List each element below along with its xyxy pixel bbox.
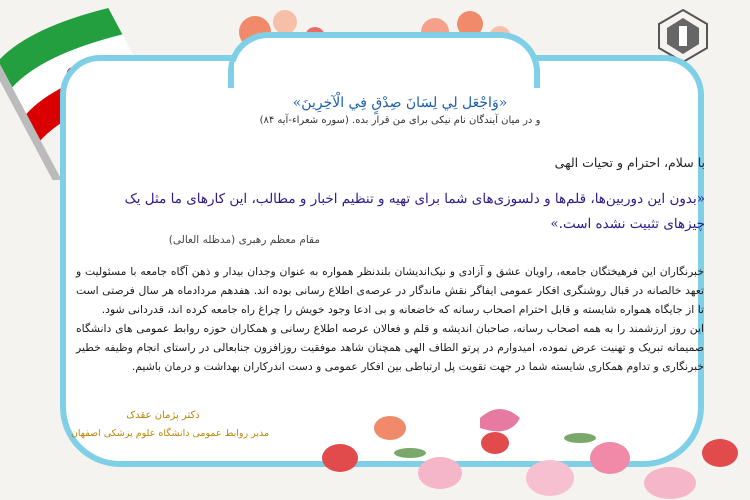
body-paragraph-1: خبرنگاران این فرهیختگان جامعه، راویان عشق و آزادی و نیک‌اندیشان بلندنظر همواره به عنوان وجدان بیدار و ذهن آگاه جامعه با مسئولیت و تعهد خالصانه در قبال روشنگری افکار عمومی ایفاگر نقش ماندگار در عرصه‌ی اطلاع رسانی بوده اند. هفدهم مردادماه هر سال فرصتی است تا از جایگاه همواره شایسته و قابل احترام اصحاب رسانه که خاضعانه و بی ادعا وجود خویش را چراغ راه جامعه کرده اند، قدردانی شود. [76, 265, 704, 316]
leader-quote: «بدون این دوربین‌ها، قلم‌ها و دلسوزی‌های شما برای تهیه و تنظیم اخبار و مطالب، این کارهای ما مثل یک چیزهای تثبیت نشده است.» [124, 191, 705, 232]
decorative-flowers-bottom [280, 398, 750, 500]
greeting: با سلام، احترام و تحیات الهی [554, 155, 705, 170]
body-paragraph-2: این روز ارزشمند را به همه اصحاب رسانه، صاحبان اندیشه و قلم و فعالان عرصه اطلاع رسانی و همکاران حوزه روابط عمومی های دانشگاه صمیمانه تبریک و تهنیت عرض نموده، امیدوارم در پرتو الطاف الهی همچنان شاهد موفقیت روزافزون جنابعالی در راستای انجام وظیفه خطیر خبرنگاری و تداوم همکاری شایسته شما در جهت تقویت پل ارتباطی بین افکار عمومی و دست اندرکاران بهداشت و درمان باشیم. [76, 322, 704, 373]
message-body [76, 262, 704, 376]
verse-translation: و در میان آیندگان نام نیکی برای من قرار بده. (سوره شعراء-آیه ۸۴) [259, 115, 541, 126]
signature-name: دکتر پژمان عقدک [126, 410, 200, 421]
quote-source: مقام معظم رهبری (مدظله العالی) [168, 234, 320, 246]
signature-title: مدیر روابط عمومی دانشگاه علوم پزشکی اصفهان [70, 428, 270, 439]
quran-verse: «وَاجْعَل لِي لِسَانَ صِدْقٍ فِي الْآخِرِينَ» [292, 95, 508, 111]
